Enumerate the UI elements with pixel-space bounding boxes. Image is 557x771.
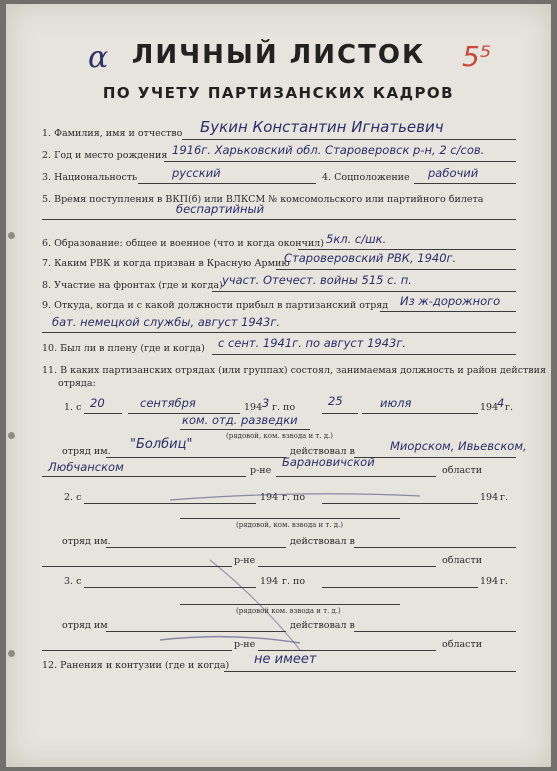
period-2-rayon-label: р-не — [234, 555, 256, 566]
field-5-value: беспартийный — [176, 202, 265, 216]
field-3-label: 3. Национальность — [42, 172, 138, 183]
field-9-value-1: Из ж-дорожного — [400, 294, 501, 308]
period-2-num: 2. с — [64, 492, 82, 503]
field-11-label: 11. В каких партизанских отрядах (или группах) состоял, занимаемая должность и район действия — [42, 365, 546, 376]
page-title: ЛИЧНЫЙ ЛИСТОК — [131, 40, 426, 70]
field-6-value: 5кл. с/шк. — [326, 232, 387, 246]
field-7-label: 7. Каким РВК и когда призван в Красную Армию — [42, 258, 290, 269]
period-1-end-month: июля — [380, 396, 412, 410]
period-1-g-po: г. по — [272, 402, 296, 413]
period-2-g-po: г. по — [282, 492, 306, 503]
page-subtitle: ПО УЧЕТУ ПАРТИЗАНСКИХ КАДРОВ — [102, 84, 455, 102]
period-2-end-year: 194 — [480, 492, 499, 503]
field-6-label: 6. Образование: общее и военное (что и когда окончил) — [42, 238, 324, 249]
period-1-area-label: действовал в — [290, 446, 355, 457]
period-3-year: 194 — [260, 576, 279, 587]
period-1-area-2: Любчанском — [48, 460, 124, 474]
period-1-end-year-prefix: 194 — [480, 402, 499, 413]
field-10-value: с сент. 1941г. по август 1943г. — [218, 336, 407, 350]
period-3-rayon-label: р-не — [234, 639, 256, 650]
field-9-value-2: бат. немецкой службы, август 1943г. — [52, 315, 281, 329]
period-1-year-digit: 3 — [262, 396, 270, 410]
period-2-oblast-label: области — [442, 555, 483, 566]
hand-mark: α — [88, 40, 109, 75]
period-1-end-day: 25 — [328, 394, 343, 408]
period-2-year: 194 — [260, 492, 279, 503]
period-2-position-note: (рядовой, ком. взвода и т. д.) — [236, 521, 344, 529]
field-1-value: Букин Константин Игнатьевич — [200, 118, 444, 136]
period-2-area-label: действовал в — [290, 536, 355, 547]
period-1-end-year-digit: 4 — [497, 396, 505, 410]
field-3-value: русский — [172, 166, 221, 180]
period-1-area-1: Миорском, Ивьевском, — [390, 439, 527, 453]
field-4-label: 4. Соцположение — [322, 172, 410, 183]
field-1-label: 1. Фамилия, имя и отчество — [42, 128, 183, 139]
period-3-area-label: действовал в — [290, 620, 355, 631]
period-3-end-year: 194 — [480, 576, 499, 587]
period-1-year-prefix: 194 — [244, 402, 263, 413]
period-1-unit: "Болбиц" — [130, 437, 193, 452]
period-3-num: 3. с — [64, 576, 82, 587]
field-12-label: 12. Ранения и контузии (где и когда) — [42, 660, 230, 671]
period-1-unit-label: отряд им. — [62, 446, 111, 457]
period-1-num: 1. с — [64, 402, 82, 413]
period-3-position-note: (рядовой ком. взвода и т. д.) — [236, 607, 341, 615]
period-1-day: 20 — [90, 396, 105, 410]
period-3-g-po: г. по — [282, 576, 306, 587]
period-2-unit-label: отряд им. — [62, 536, 111, 547]
field-5-label: 5. Время поступления в ВКП(б) или ВЛКСМ № комсомольского или партийного билета — [42, 194, 484, 205]
period-1-month: сентября — [140, 396, 196, 410]
field-9-label: 9. Откуда, когда и с какой должности прибыл в партизанский отряд — [42, 300, 389, 311]
red-number: 5⁵ — [462, 40, 492, 73]
field-12-value: не имеет — [254, 652, 317, 667]
field-4-value: рабочий — [428, 166, 479, 180]
field-8-value: участ. Отечест. войны 515 с. п. — [222, 273, 412, 287]
period-1-oblast: Барановичской — [282, 455, 375, 469]
field-2-label: 2. Год и место рождения — [42, 150, 168, 161]
field-8-label: 8. Участие на фронтах (где и когда) — [42, 280, 223, 291]
field-10-label: 10. Был ли в плену (где и когда) — [42, 343, 205, 354]
field-2-value: 1916г. Харьковский обл. Староверовск р-н, 2 с/сов. — [172, 143, 485, 157]
period-3-oblast-label: области — [442, 639, 483, 650]
period-1-position: ком. отд. разведки — [182, 413, 298, 427]
period-1-rayon-label: р-не — [250, 465, 272, 476]
period-1-oblast-label: области — [442, 465, 483, 476]
field-7-value: Староверовский РВК, 1940г. — [284, 251, 457, 265]
period-3-unit-label: отряд им — [62, 620, 108, 631]
period-1-end-g: г. — [505, 402, 513, 413]
period-2-g: г. — [500, 492, 508, 503]
period-3-g: г. — [500, 576, 508, 587]
field-11-label-cont: отряда: — [58, 378, 96, 389]
period-1-position-note: (рядовой, ком. взвода и т. д.) — [226, 432, 334, 440]
